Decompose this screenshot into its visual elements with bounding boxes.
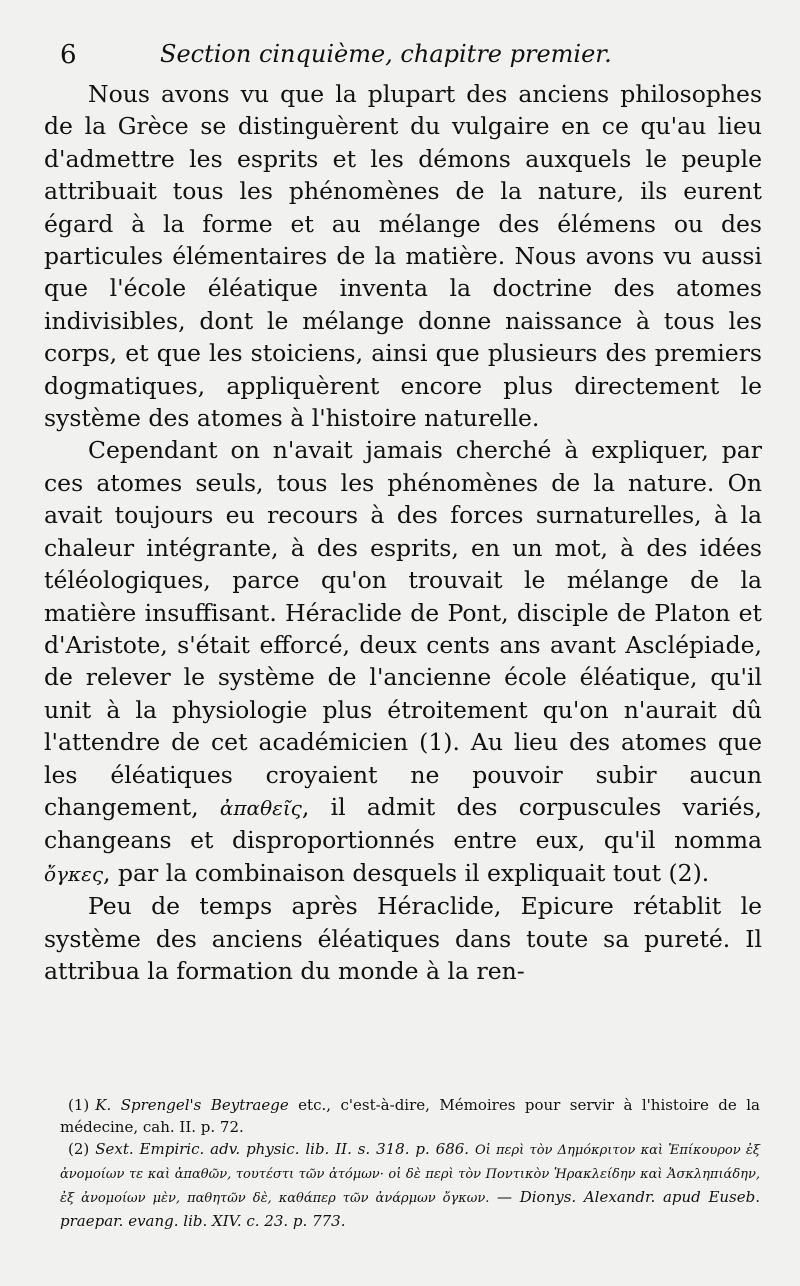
footnote-2-label: (2) bbox=[68, 1140, 90, 1158]
paragraph-2-part-1: Cependant on n'avait jamais cherché à expliquer, par ces atomes seuls, tous les phénomènes de la nature. On avait toujours eu recours à des forces surnaturelles, à la chaleur intégrante, à des esprits, en un mot, à des idées téléologiques, parce qu'on trouvait le mélange de la matière insuffisant. Héraclide de Pont, disciple de Platon et d'Aristote, s'était efforcé, deux cents ans avant Asclépiade, de relever le système de l'ancienne école éléatique, qu'il unit à la physiologie plus étroitement qu'on n'aurait dû l'attendre de cet académicien (1). Au lieu des atomes que les éléatiques croyaient ne pouvoir subir aucun changement, bbox=[44, 436, 762, 821]
footnote-1 bbox=[60, 1094, 760, 1138]
paragraph-3: Peu de temps après Héraclide, Epicure rétablit le système des anciens éléatiques dans toute sa pureté. Il attribua la formation du monde à la ren- bbox=[44, 892, 762, 985]
paragraph-1: Nous avons vu que la plupart des anciens philosophes de la Grèce se distinguèrent du vulgaire en ce qu'au lieu d'admettre les esprits et les démons auxquels le peuple attribuait tous les phénomènes de la nature, ils eurent égard à la forme et au mélange des élémens ou des particules élémentaires de la matière. Nous avons vu aussi que l'école éléatique inventa la doctrine des atomes indivisibles, dont le mélange donne naissance à tous les corps, et que les stoiciens, ainsi que plusieurs des premiers dogmatiques, appliquèrent encore plus directement le système des atomes à l'histoire naturelle. bbox=[44, 80, 762, 433]
footnote-2-tail: — Dionys. Alexandr. apud Euseb. praepar. evang. lib. XIV. c. 23. p. 773. bbox=[60, 1188, 761, 1230]
footnote-2 bbox=[60, 1138, 760, 1232]
body-text bbox=[44, 78, 762, 987]
page-header bbox=[60, 40, 740, 74]
footnote-1-reference: K. Sprengel's Beytraege bbox=[95, 1096, 289, 1114]
footnote-1-text: etc., c'est-à-dire, Mémoires pour servir à l'histoire de la médecine, cah. II. p. 72. bbox=[60, 1096, 760, 1136]
footnotes bbox=[60, 1094, 760, 1232]
footnote-1-label: (1) bbox=[68, 1096, 90, 1114]
paragraph-2-part-2: , il admit des corpuscules variés, changeans et disproportionnés entre eux, qu'il nomma bbox=[44, 792, 762, 855]
paragraph-2 bbox=[44, 434, 762, 890]
greek-word-apatheis: ἀπαθεῖς bbox=[219, 795, 302, 820]
greek-word-onkes: ὄγκες bbox=[44, 861, 104, 886]
paragraph-2-part-3: , par la combinaison desquels il expliquait tout (2). bbox=[103, 858, 710, 887]
footnote-2-reference: Sext. Empiric. adv. physic. lib. II. s. 318. p. 686. bbox=[95, 1140, 470, 1158]
footnote-2-greek-quote: Οἱ περὶ τὸν Δημόκριτον καὶ Ἐπίκουρον ἐξ ἀνομοίων τε καὶ ἀπαθῶν, τουτέστι τῶν ἀτόμων· οἱ δὲ περὶ τὸν Ποντικὸν Ἡρακλείδην καὶ Ἀσκληπιάδην, ἐξ ἀνομοίων μὲν, παθητῶν δὲ, καθάπερ τῶν ἀνάρμων ὄγκων. bbox=[60, 1143, 760, 1206]
running-head: Section cinquième, chapitre premier. bbox=[160, 40, 612, 68]
page-number: 6 bbox=[60, 40, 77, 70]
